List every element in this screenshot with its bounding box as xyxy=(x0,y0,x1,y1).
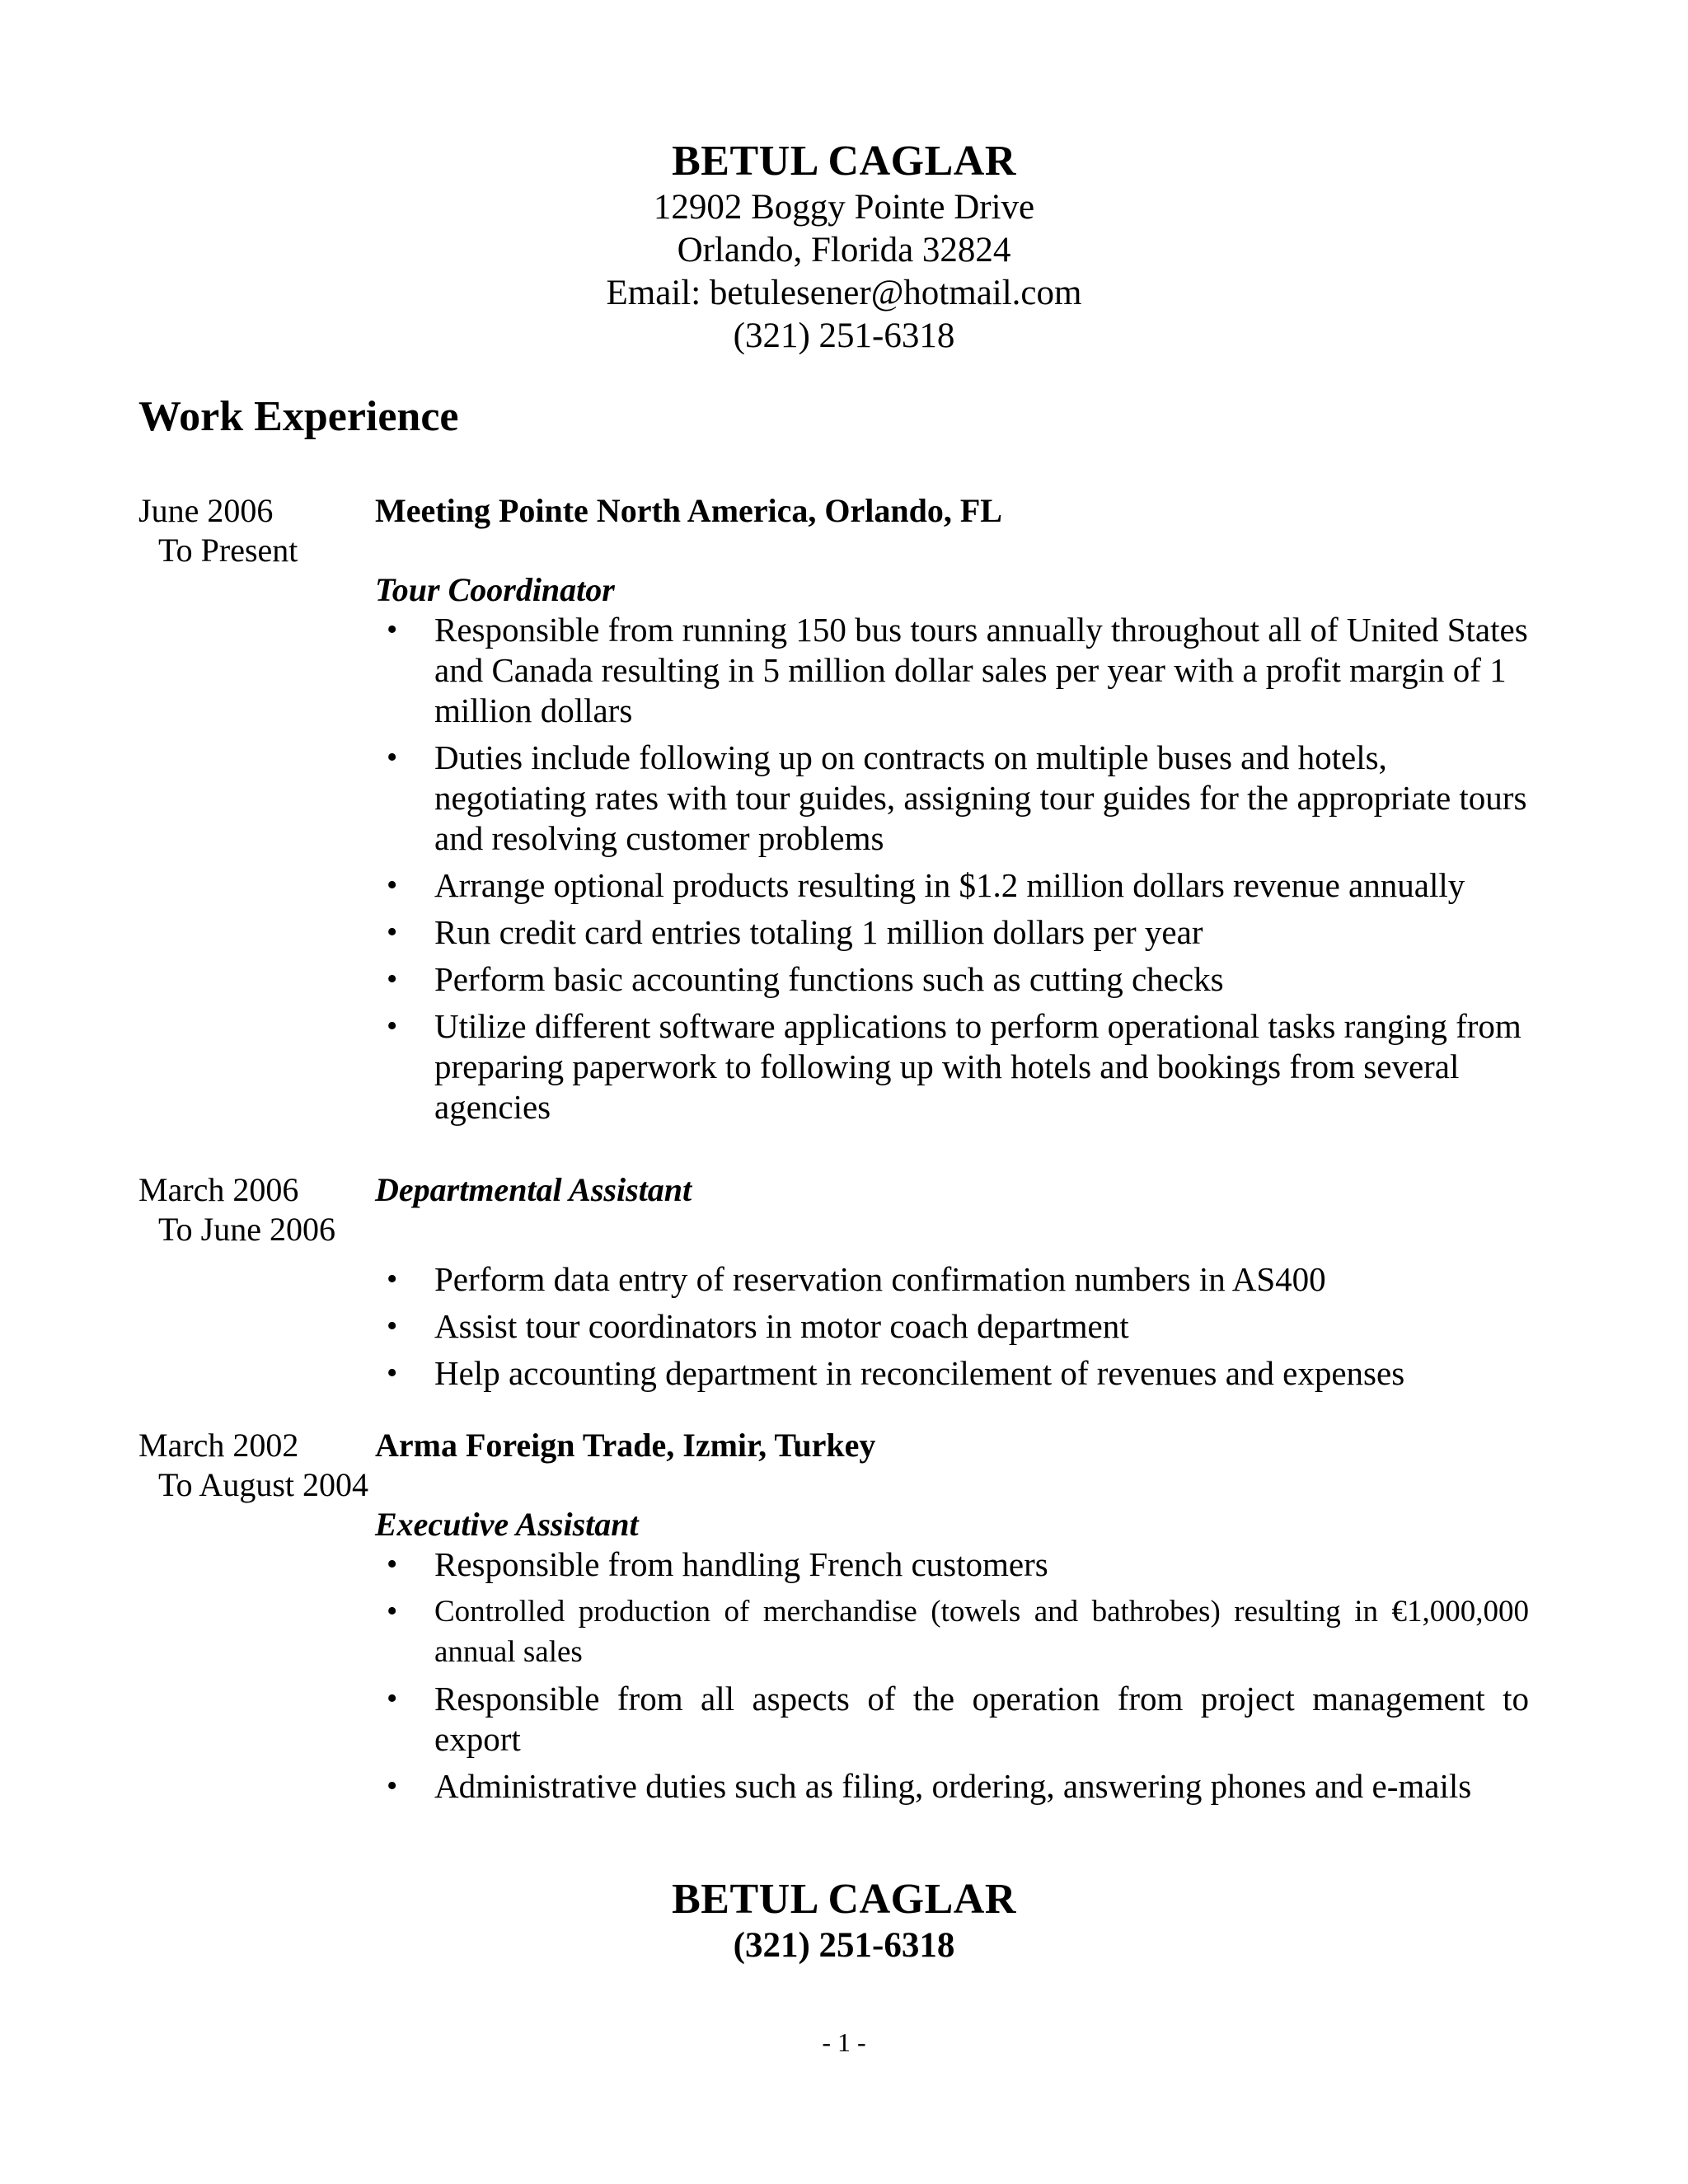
job-content xyxy=(375,491,1529,1134)
list-item: • Perform basic accounting functions such as cutting checks xyxy=(387,960,1224,998)
company-name: Arma Foreign Trade, Izmir, Turkey xyxy=(375,1427,876,1464)
responsibility-list xyxy=(375,1544,1529,1807)
bullet-icon: • xyxy=(387,1769,398,1803)
bullet-icon: • xyxy=(387,1009,398,1043)
list-item: • Assist tour coordinators in motor coach department xyxy=(387,1307,1129,1345)
phone-line: (321) 251-6318 xyxy=(733,316,955,355)
bullet-icon: • xyxy=(387,868,398,902)
bullet-icon: • xyxy=(387,1681,398,1716)
email-line: Email: betulesener@hotmail.com xyxy=(606,274,1082,312)
section-title-work-experience: Work Experience xyxy=(138,393,459,440)
address-line-2: Orlando, Florida 32824 xyxy=(677,231,1011,269)
date-to: To Present xyxy=(158,532,298,569)
job-title: Tour Coordinator xyxy=(375,571,615,608)
resume-header xyxy=(0,137,1688,358)
footer-name: BETUL CAGLAR xyxy=(672,1876,1016,1923)
job-title: Executive Assistant xyxy=(375,1506,639,1543)
date-from: March 2006 xyxy=(138,1171,299,1208)
bullet-icon: • xyxy=(387,1309,398,1343)
date-to: To June 2006 xyxy=(158,1211,335,1248)
list-item: • Responsible from running 150 bus tours annually throughout all of United States and Canada resulting in 5 million dollar sales per year with a profit margin of 1 million dollars xyxy=(387,611,1528,729)
bullet-icon: • xyxy=(387,1262,398,1296)
bullet-icon: • xyxy=(387,962,398,996)
responsibility-list xyxy=(375,610,1529,1127)
job-dates xyxy=(138,1426,368,1505)
date-from: March 2002 xyxy=(138,1427,299,1464)
bullet-icon: • xyxy=(387,1547,398,1582)
list-item: • Run credit card entries totaling 1 million dollars per year xyxy=(387,913,1203,951)
job-content xyxy=(375,1170,1529,1400)
list-item: • Help accounting department in reconcilement of revenues and expenses xyxy=(387,1354,1405,1392)
list-item: • Responsible from handling French customers xyxy=(387,1545,1048,1583)
responsibility-list xyxy=(375,1259,1529,1394)
bullet-icon: • xyxy=(387,612,398,647)
job-content xyxy=(375,1426,1529,1813)
list-item: • Responsible from all aspects of the operation from project management to export xyxy=(387,1680,1529,1758)
date-from: June 2006 xyxy=(138,492,274,529)
list-item: • Arrange optional products resulting in $1.2 million dollars revenue annually xyxy=(387,866,1465,904)
job-dates xyxy=(138,491,298,570)
job-title: Departmental Assistant xyxy=(375,1171,692,1208)
job-dates xyxy=(138,1170,335,1249)
bullet-icon: • xyxy=(387,1356,398,1390)
list-item: • Administrative duties such as filing, ordering, answering phones and e-mails xyxy=(387,1767,1472,1805)
address-line-1: 12902 Boggy Pointe Drive xyxy=(653,188,1035,227)
list-item: • Perform data entry of reservation confirmation numbers in AS400 xyxy=(387,1260,1326,1298)
company-name: Meeting Pointe North America, Orlando, FL xyxy=(375,492,1002,529)
list-item: • Duties include following up on contracts on multiple buses and hotels, negotiating rates with tour guides, assigning tour guides for the appropriate tours and resolving customer problems xyxy=(387,738,1527,857)
page-footer-header xyxy=(0,1875,1688,1967)
applicant-name: BETUL CAGLAR xyxy=(672,138,1016,185)
page-number: - 1 - xyxy=(822,2027,866,2057)
footer-phone: (321) 251-6318 xyxy=(733,1926,955,1965)
list-item: • Controlled production of merchandise (towels and bathrobes) resulting in €1,000,000 annual sales xyxy=(375,1591,1529,1672)
list-item: • Utilize different software applications to perform operational tasks ranging from preparing paperwork to following up with hotels and bookings from several agencies xyxy=(387,1007,1522,1126)
bullet-icon: • xyxy=(387,740,398,775)
date-to: To August 2004 xyxy=(158,1466,368,1503)
bullet-icon: • xyxy=(387,1594,398,1629)
bullet-icon: • xyxy=(387,915,398,949)
